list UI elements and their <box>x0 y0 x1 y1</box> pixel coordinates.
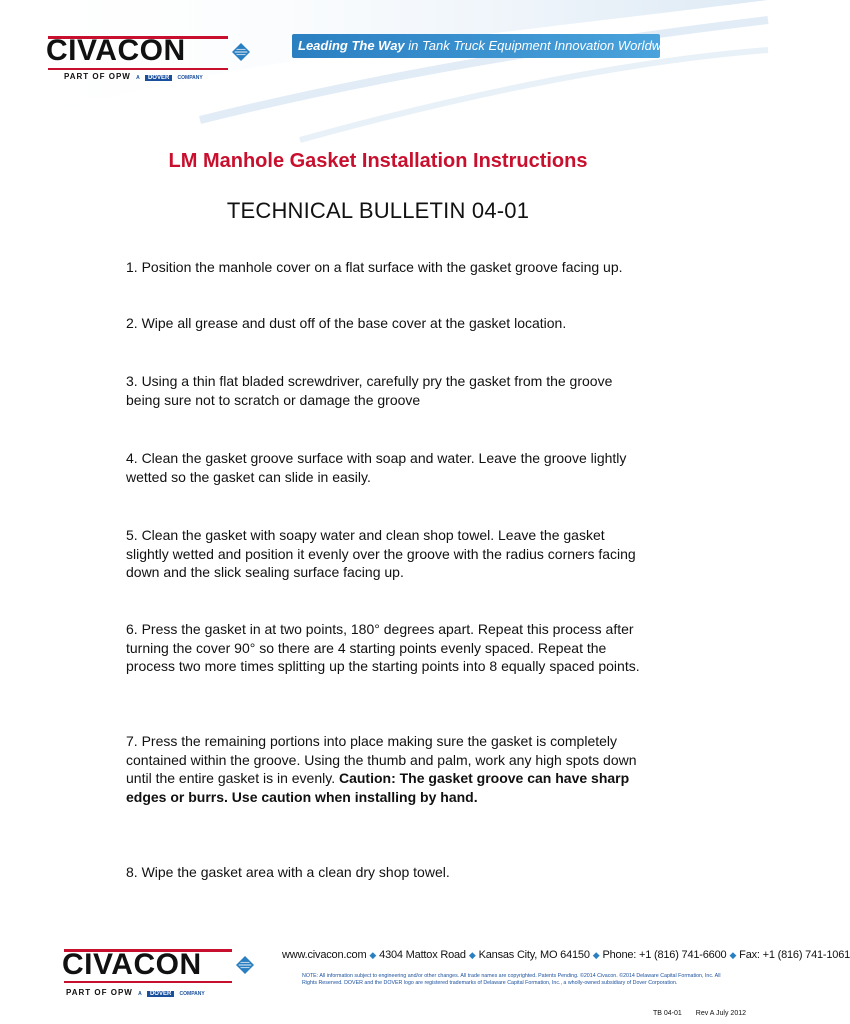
separator-diamond-icon: ◆ <box>468 950 476 960</box>
footer-fax: Fax: +1 (816) 741-1061 <box>739 949 850 961</box>
step-5: 5. Clean the gasket with soapy water and clean shop towel. Leave the gasket slightly wetted and position it evenly over the groove with the radius corners facing down and the slick sealing surface facing up. <box>126 527 636 580</box>
tagline-bold: Leading The Way <box>298 38 405 53</box>
tagline-rest: in Tank Truck Equipment Innovation Worldwide <box>404 38 679 53</box>
step-7-caution: Caution: The gasket groove can have sharp edges or burrs. Use caution when installing by hand. <box>126 770 630 805</box>
footer-logo-wordmark: CIVACON <box>62 948 202 981</box>
step-2: 2. Wipe all grease and dust off of the base cover at the gasket location. <box>126 315 567 331</box>
footer-dover-badge: DOVER <box>147 991 174 997</box>
header-tagline-banner <box>292 34 679 58</box>
footer-logo-subtitle <box>66 988 205 997</box>
footer-website[interactable]: www.civacon.com <box>282 949 367 961</box>
step-6: 6. Press the gasket in at two points, 180° degrees apart. Repeat this process after turning the cover 90° so there are 4 starting points evenly spaced. Repeat the process two more times splitting up the starting points into 8 equally spaced points. <box>126 621 640 674</box>
footer-civacon-logo <box>62 948 282 1008</box>
logo-wordmark: CIVACON <box>46 34 186 67</box>
doc-revision: Rev A July 2012 <box>695 1010 746 1017</box>
logo-part-of-opw: PART OF OPW <box>64 72 131 81</box>
logo-diamond-icon <box>232 43 250 61</box>
step-7-text: 7. Press the remaining portions into place making sure the gasket is completely contained within the groove. Using the thumb and palm, work any high spots down until the entire gasket is in evenly. <box>126 733 637 786</box>
footer-address: 4304 Mattox Road <box>379 949 466 961</box>
step-3: 3. Using a thin flat bladed screwdriver, carefully pry the gasket from the groove being sure not to scratch or damage the groove <box>126 373 613 408</box>
logo-subtitle <box>64 72 203 81</box>
step-4: 4. Clean the gasket groove surface with soap and water. Leave the groove lightly wetted so the gasket can slide in easily. <box>126 450 627 485</box>
step-7 <box>126 732 646 806</box>
step-1: 1. Position the manhole cover on a flat surface with the gasket groove facing up. <box>126 259 623 275</box>
separator-diamond-icon: ◆ <box>592 950 600 960</box>
doc-number: TB 04-01 <box>653 1010 682 1017</box>
footer-document-number <box>653 1010 746 1017</box>
footer-logo-company: COMPANY <box>179 991 205 997</box>
document-title: LM Manhole Gasket Installation Instructions <box>168 150 588 172</box>
footer-contact-line <box>282 949 850 961</box>
footer-city: Kansas City, MO 64150 <box>478 949 590 961</box>
separator-diamond-icon: ◆ <box>369 950 377 960</box>
logo-bottom-rule <box>48 68 228 70</box>
footer-phone: Phone: +1 (816) 741-6600 <box>602 949 727 961</box>
document-subtitle: TECHNICAL BULLETIN 04-01 <box>226 198 530 223</box>
footer-logo-a: A <box>138 991 142 997</box>
civacon-logo <box>46 34 266 82</box>
logo-company: COMPANY <box>177 75 203 81</box>
footer-logo-part-of-opw: PART OF OPW <box>66 988 133 997</box>
separator-diamond-icon: ◆ <box>729 950 737 960</box>
footer-legal-note: NOTE: All information subject to engineering and/or other changes. All trade names are copyrighted. Patents Pending. ©2014 Civacon. ©2014 Delaware Capital Formation, Inc. All Rights Reserved. DOVER and the DOVER logo are registered trademarks of Delaware Capital Formation, Inc., a wholly-owned subsidiary of Dover Corporation. <box>302 973 721 986</box>
footer-logo-diamond-icon <box>236 956 254 974</box>
footer-logo-bottom-rule <box>64 981 232 983</box>
dover-badge: DOVER <box>145 75 172 81</box>
step-8: 8. Wipe the gasket area with a clean dry shop towel. <box>126 864 450 880</box>
logo-a: A <box>136 75 140 81</box>
